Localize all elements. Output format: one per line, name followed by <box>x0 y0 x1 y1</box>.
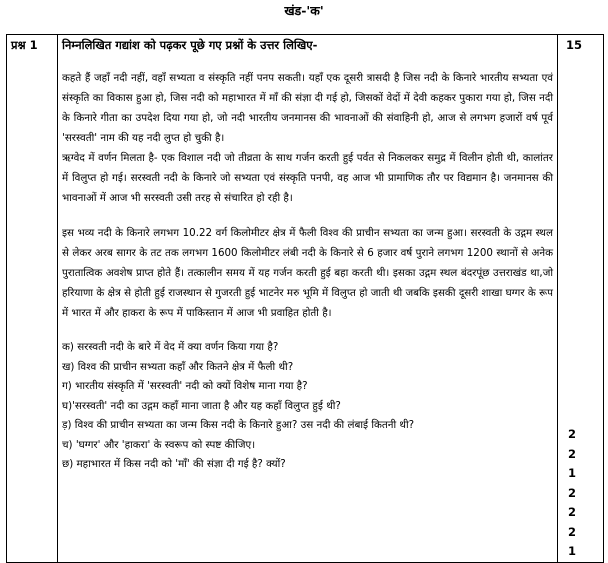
sub-question-g: छ) महाभारत में किस नदी को 'माँ' की संज्ञा दी गई है? क्यों? <box>62 458 286 470</box>
sub-question-e: ड़) विश्व की प्राचीन सभ्यता का जन्म किस नदी के किनारे हुआ? उस नदी की लंबाई कितनी थी? <box>62 419 415 431</box>
marks-d: 2 <box>568 485 577 500</box>
marks-f: 2 <box>568 524 577 539</box>
question-number: प्रश्न 1 <box>11 38 38 52</box>
marks-b: 2 <box>568 446 577 461</box>
marks-a: 2 <box>568 427 577 441</box>
marks-cell <box>558 35 604 563</box>
sub-question-a: क) सरस्वती नदी के बारे में वेद में क्या वर्णन किया गया है? <box>62 341 279 353</box>
marks-e: 2 <box>568 505 577 519</box>
question-number-cell <box>7 35 58 563</box>
sub-question-c: ग) भारतीय संस्कृति में 'सरस्वती' नदी को क्यों विशेष माना गया है? <box>62 380 308 392</box>
question-table <box>6 34 604 563</box>
passage-paragraph: ऋग्वेद में वर्णन मिलता है- एक विशाल नदी जो तीव्रता के साथ गर्जन करती हुई पर्वत से निकलकर समुद्र में विलीन होती थी, कालांतर में विलुप्त हो गई। सरस्वती नदी के किनारे जो सभ्यता एवं संस्कृति पनपी, वह आज भी प्रामाणिक तौर पर विद्यमान है। जनमानस की भावनाओं में आज भी सरस्वती उसी तरह से संचारित हो रही है। <box>62 152 553 204</box>
passage-paragraph: कहते हैं जहाँ नदी नहीं, वहाँ सभ्यता व संस्कृति नहीं पनप सकती। यहाँ एक दूसरी त्रासदी है जिस नदी के किनारे भारतीय सभ्यता एवं संस्कृति का विकास हुआ हो, जिस नदी को महाभारत में माँ की संज्ञा दी गई हो, जिसकों वेदों में देवी कहकर पुकारा गया हो, जिस नदी के किनारे गीता का उपदेश दिया गया हो, जो नदी भारतीय जनमानस की भावनाओं की संवाहिनी हो, आज से लगभग हजारों वर्ष पूर्व 'सरस्वती' नाम की यह नदी लुप्त हो चुकी है। <box>62 72 553 144</box>
sub-question-marks <box>558 52 603 562</box>
marks-c: 1 <box>568 466 577 480</box>
sub-question-list <box>58 323 557 475</box>
sub-question-b: ख) विश्व की प्राचीन सभ्यता कहाँ और कितने क्षेत्र में फैली थी? <box>62 360 294 373</box>
question-row <box>7 35 604 563</box>
total-marks: 15 <box>566 38 583 52</box>
section-title: खंड-'क' <box>284 3 324 18</box>
marks-g: 1 <box>568 544 577 558</box>
passage <box>58 53 557 323</box>
question-instruction: निम्नलिखित गद्यांश को पढ़कर पूछे गए प्रश्नों के उत्तर लिखिए- <box>62 38 318 52</box>
question-body-cell <box>58 35 558 563</box>
sub-question-f: च) 'घग्गर' और 'हाकरा' के स्वरूप को स्पष्ट कीजिए। <box>62 438 256 451</box>
sub-question-d: घ)'सरस्वती' नदी का उद्गम कहाँ माना जाता है और यह कहाँ विलुप्त हुई थी? <box>62 399 341 412</box>
passage-paragraph: इस भव्य नदी के किनारे लगभग 10.22 वर्ग किलोमीटर क्षेत्र में फैली विश्व की प्राचीन सभ्यता का जन्म हुआ। सरस्वती के उद्गम स्थल से लेकर अरब सागर के तट तक लगभग 1600 किलोमीटर लंबी नदी के किनारे से 6 हजार वर्ष पुराने लगभग 1200 स्थानों से अनेक पुरातात्विक अवशेष प्राप्त होते हैं। तत्कालीन समय में यह गर्जन करती हुई बहा करती थी। इसका उद्गम स्थल बंदरपूंछ उत्तराखंड था,जो हरियाणा के क्षेत्र से होती हुई राजस्थान से गुजरती हुई भाटनेर मरु भूमि में विलुप्त हो जाती थी जबकि इसकी दूसरी शाखा घग्गर के रूप में भारत में और हाकरा के रूप में पाकिस्तान में आज भी प्रवाहित होती है। <box>62 227 553 319</box>
